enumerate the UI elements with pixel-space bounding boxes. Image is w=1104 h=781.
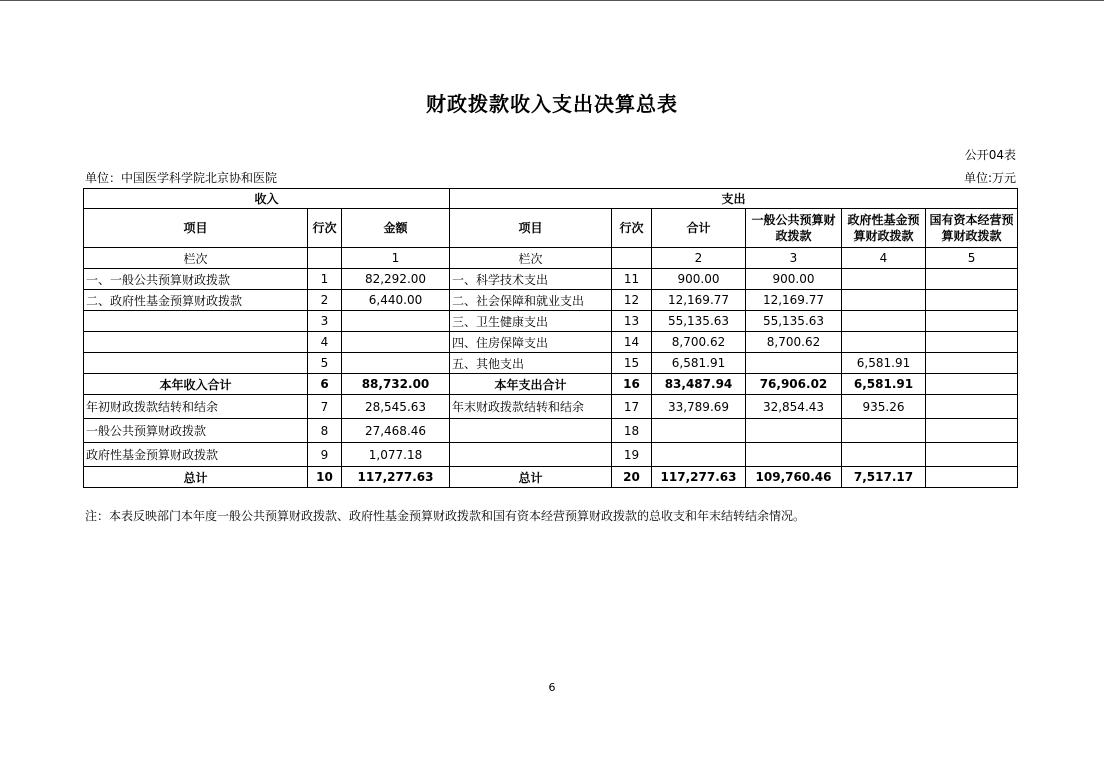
expense-total: 8,700.62 (652, 332, 746, 353)
column-index-5: 5 (926, 248, 1018, 269)
expense-section-header: 支出 (450, 189, 1018, 209)
column-index-blank (308, 248, 342, 269)
gov-fund-value: 6,581.91 (842, 353, 926, 374)
gov-fund-value (842, 332, 926, 353)
table-footnote: 注：本表反映部门本年度一般公共预算财政拨款、政府性基金预算财政拨款和国有资本经营预算财政拨款的总收支和年末结转结余情况。 (85, 509, 806, 523)
general-budget-value: 8,700.62 (746, 332, 842, 353)
expense-item: 一、科学技术支出 (450, 269, 612, 290)
table-row (84, 395, 1018, 419)
income-row-no: 3 (308, 311, 342, 332)
column-index-1: 1 (342, 248, 450, 269)
table-row (84, 311, 1018, 332)
expense-row-no: 19 (612, 443, 652, 467)
gov-fund-value (842, 269, 926, 290)
table-row (84, 290, 1018, 311)
general-budget-value: 109,760.46 (746, 467, 842, 488)
expense-row-no: 11 (612, 269, 652, 290)
gov-fund-value (842, 443, 926, 467)
column-index-blank (612, 248, 652, 269)
income-row-no: 9 (308, 443, 342, 467)
general-budget-value: 55,135.63 (746, 311, 842, 332)
state-capital-header: 国有资本经营预算财政拨款 (926, 209, 1018, 248)
expense-row-no: 16 (612, 374, 652, 395)
expense-row-no: 14 (612, 332, 652, 353)
column-index-label: 栏次 (84, 248, 308, 269)
income-row-no: 7 (308, 395, 342, 419)
income-item: 本年收入合计 (84, 374, 308, 395)
income-amount-header: 金额 (342, 209, 450, 248)
general-budget-value: 32,854.43 (746, 395, 842, 419)
gov-fund-value: 935.26 (842, 395, 926, 419)
income-amount: 6,440.00 (342, 290, 450, 311)
general-budget-value (746, 353, 842, 374)
general-budget-value: 900.00 (746, 269, 842, 290)
income-item: 一般公共预算财政拨款 (84, 419, 308, 443)
top-border-line (0, 0, 1104, 1)
income-item-header: 项目 (84, 209, 308, 248)
table-row (84, 269, 1018, 290)
general-budget-value: 12,169.77 (746, 290, 842, 311)
table-row (84, 443, 1018, 467)
income-row-no: 10 (308, 467, 342, 488)
expense-item (450, 419, 612, 443)
income-row-no: 8 (308, 419, 342, 443)
expense-item: 五、其他支出 (450, 353, 612, 374)
income-amount (342, 311, 450, 332)
expense-item: 年末财政拨款结转和结余 (450, 395, 612, 419)
section-header-row (84, 189, 1018, 209)
income-amount: 27,468.46 (342, 419, 450, 443)
state-capital-value (926, 395, 1018, 419)
state-capital-value (926, 374, 1018, 395)
column-index-label: 栏次 (450, 248, 612, 269)
expense-total (652, 443, 746, 467)
expense-total: 33,789.69 (652, 395, 746, 419)
income-row-no: 2 (308, 290, 342, 311)
expense-total (652, 419, 746, 443)
income-item: 政府性基金预算财政拨款 (84, 443, 308, 467)
table-number: 公开04表 (964, 148, 1016, 162)
income-amount: 1,077.18 (342, 443, 450, 467)
state-capital-value (926, 443, 1018, 467)
expense-item (450, 443, 612, 467)
table-row (84, 353, 1018, 374)
income-row-no: 6 (308, 374, 342, 395)
column-index-4: 4 (842, 248, 926, 269)
expense-item: 四、住房保障支出 (450, 332, 612, 353)
expense-total: 6,581.91 (652, 353, 746, 374)
income-amount (342, 353, 450, 374)
gov-fund-value: 6,581.91 (842, 374, 926, 395)
income-item (84, 332, 308, 353)
income-amount: 28,545.63 (342, 395, 450, 419)
income-row-no: 1 (308, 269, 342, 290)
income-amount (342, 332, 450, 353)
expense-row-no: 15 (612, 353, 652, 374)
state-capital-value (926, 269, 1018, 290)
state-capital-value (926, 311, 1018, 332)
expense-total-header: 合计 (652, 209, 746, 248)
expense-total: 117,277.63 (652, 467, 746, 488)
column-index-2: 2 (652, 248, 746, 269)
expense-row-no: 17 (612, 395, 652, 419)
expense-item-header: 项目 (450, 209, 612, 248)
gov-fund-value (842, 419, 926, 443)
general-budget-header: 一般公共预算财政拨款 (746, 209, 842, 248)
expense-row-no: 20 (612, 467, 652, 488)
gov-fund-value (842, 311, 926, 332)
income-row-no: 4 (308, 332, 342, 353)
page-number: 6 (548, 681, 556, 694)
income-section-header: 收入 (84, 189, 450, 209)
general-budget-value (746, 443, 842, 467)
gov-fund-value: 7,517.17 (842, 467, 926, 488)
column-header-row (84, 209, 1018, 248)
state-capital-value (926, 332, 1018, 353)
grand-total-row (84, 467, 1018, 488)
gov-fund-header: 政府性基金预算财政拨款 (842, 209, 926, 248)
expense-row-no: 13 (612, 311, 652, 332)
column-index-row (84, 248, 1018, 269)
expense-row-no-header: 行次 (612, 209, 652, 248)
budget-summary-table (83, 188, 1018, 488)
table-row (84, 332, 1018, 353)
column-index-3: 3 (746, 248, 842, 269)
income-row-no-header: 行次 (308, 209, 342, 248)
state-capital-value (926, 353, 1018, 374)
income-item: 一、一般公共预算财政拨款 (84, 269, 308, 290)
income-amount: 88,732.00 (342, 374, 450, 395)
expense-total: 12,169.77 (652, 290, 746, 311)
expense-item: 三、卫生健康支出 (450, 311, 612, 332)
expense-row-no: 12 (612, 290, 652, 311)
expense-item: 总计 (450, 467, 612, 488)
gov-fund-value (842, 290, 926, 311)
expense-item: 二、社会保障和就业支出 (450, 290, 612, 311)
expense-total: 900.00 (652, 269, 746, 290)
state-capital-value (926, 419, 1018, 443)
expense-total: 83,487.94 (652, 374, 746, 395)
currency-unit: 单位:万元 (963, 171, 1016, 185)
income-row-no: 5 (308, 353, 342, 374)
income-item (84, 353, 308, 374)
income-amount: 117,277.63 (342, 467, 450, 488)
general-budget-value (746, 419, 842, 443)
expense-item: 本年支出合计 (450, 374, 612, 395)
income-item: 年初财政拨款结转和结余 (84, 395, 308, 419)
expense-row-no: 18 (612, 419, 652, 443)
page-title: 财政拨款收入支出决算总表 (426, 92, 678, 116)
income-item (84, 311, 308, 332)
income-item: 总计 (84, 467, 308, 488)
income-item: 二、政府性基金预算财政拨款 (84, 290, 308, 311)
state-capital-value (926, 467, 1018, 488)
expense-total: 55,135.63 (652, 311, 746, 332)
reporting-unit: 单位：中国医学科学院北京协和医院 (85, 171, 278, 185)
annual-subtotal-row (84, 374, 1018, 395)
table-row (84, 419, 1018, 443)
general-budget-value: 76,906.02 (746, 374, 842, 395)
income-amount: 82,292.00 (342, 269, 450, 290)
state-capital-value (926, 290, 1018, 311)
